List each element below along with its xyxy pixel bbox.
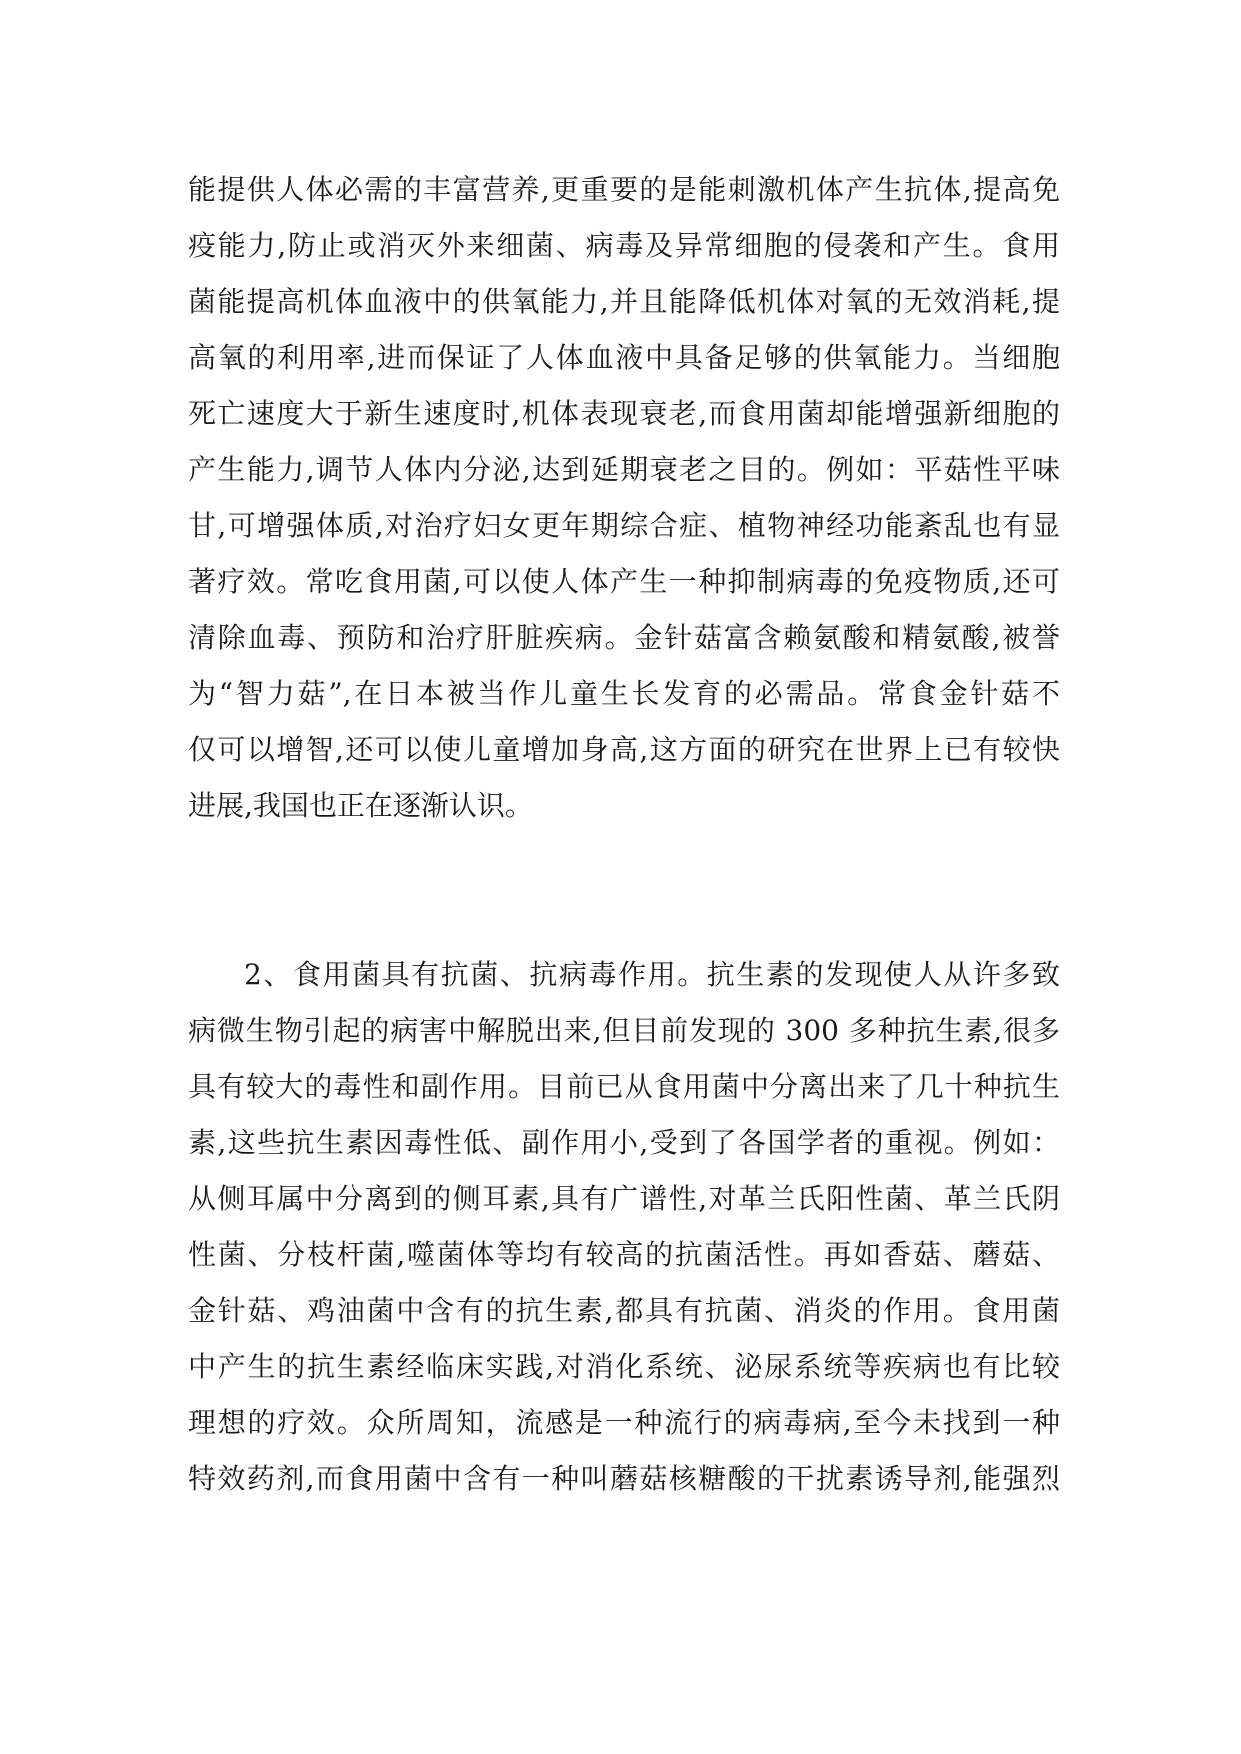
text-line: 疫能力,防止或消灭外来细菌、病毒及异常细胞的侵袭和产生。食用 [188,229,1060,262]
text-line: 金针菇、鸡油菌中含有的抗生素,都具有抗菌、消炎的作用。食用菌 [188,1294,1060,1327]
text-line: 菌能提高机体血液中的供氧能力,并且能降低机体对氧的无效消耗,提 [188,285,1060,318]
text-line: 病微生物引起的病害中解脱出来,但目前发现的 300 多种抗生素,很多 [188,1014,1060,1047]
text-line: 能提供人体必需的丰富营养,更重要的是能刺激机体产生抗体,提高免 [188,173,1060,206]
text-line: 产生能力,调节人体内分泌,达到延期衰老之目的。例如：平菇性平味 [188,453,1060,486]
text-line: 2、食用菌具有抗菌、抗病毒作用。抗生素的发现使人从许多致 [244,958,1060,991]
text-line: 为“智力菇”,在日本被当作儿童生长发育的必需品。常食金针菇不 [188,677,1060,710]
text-line: 进展,我国也正在逐渐认识。 [188,789,533,822]
text-line: 甘,可增强体质,对治疗妇女更年期综合症、植物神经功能紊乱也有显 [188,509,1060,542]
paragraph-2 [188,947,1060,1507]
text-line: 仅可以增智,还可以使儿童增加身高,这方面的研究在世界上已有较快 [188,733,1060,766]
paragraph-1 [188,162,1060,834]
text-line: 性菌、分枝杆菌,噬菌体等均有较高的抗菌活性。再如香菇、蘑菇、 [188,1238,1060,1271]
text-line: 理想的疗效。众所周知，流感是一种流行的病毒病,至今未找到一种 [188,1406,1060,1439]
text-line: 特效药剂,而食用菌中含有一种叫蘑菇核糖酸的干扰素诱导剂,能强烈 [188,1462,1060,1495]
text-line: 清除血毒、预防和治疗肝脏疾病。金针菇富含赖氨酸和精氨酸,被誉 [188,621,1060,654]
text-line: 死亡速度大于新生速度时,机体表现衰老,而食用菌却能增强新细胞的 [188,397,1060,430]
text-line: 著疗效。常吃食用菌,可以使人体产生一种抑制病毒的免疫物质,还可 [188,565,1060,598]
text-line: 中产生的抗生素经临床实践,对消化系统、泌尿系统等疾病也有比较 [188,1350,1060,1383]
text-line: 从侧耳属中分离到的侧耳素,具有广谱性,对革兰氏阳性菌、革兰氏阴 [188,1182,1060,1215]
text-line: 具有较大的毒性和副作用。目前已从食用菌中分离出来了几十种抗生 [188,1070,1060,1103]
text-line: 素,这些抗生素因毒性低、副作用小,受到了各国学者的重视。例如： [188,1126,1060,1159]
text-line: 高氧的利用率,进而保证了人体血液中具备足够的供氧能力。当细胞 [188,341,1060,374]
